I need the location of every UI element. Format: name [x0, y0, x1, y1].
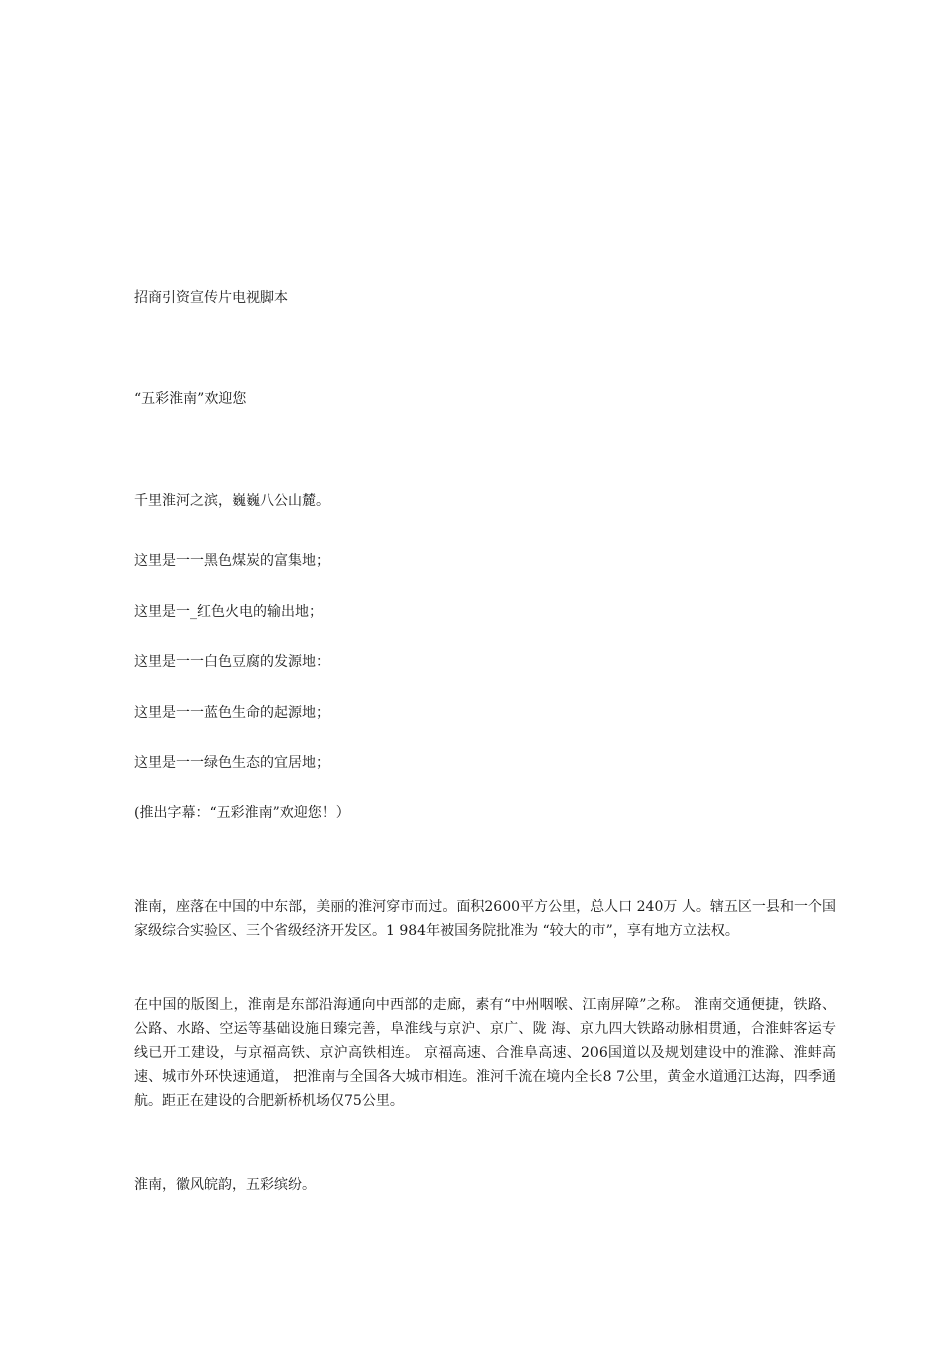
intro-line: 千里淮河之滨，巍巍八公山麓。 — [134, 493, 330, 509]
list-item: 这里是一一白色豆腐的发源地： — [134, 654, 330, 670]
body-paragraph: 在中国的版图上，淮南是东部沿海通向中西部的走廊，素有“中州咽喉、江南屏障”之称。 淮南交通便捷，铁路、公路、水路、空运等基础设施日臻完善，阜淮线与京沪、京广、陇 海、京九四大铁路动脉相贯通，合淮蚌客运专线已开工建设，与京福高铁、京沪高铁相连。 京福高速、合淮阜高速、206国道以及规划建设中的淮滁、淮蚌高速、城市外环快速通道， 把淮南与全国各大城市相连。淮河千流在境内全长8 7公里，黄金水道通江达海，四季通 航。距正在建设的合肥新桥机场仅75公里。 — [134, 997, 836, 1109]
document-title: 招商引资宣传片电视脚本 — [134, 290, 288, 306]
body-paragraph: 淮南，座落在中国的中东部，美丽的淮河穿市而过。面积2600平方公里，总人口 240万 人。辖五区一县和一个国家级综合实验区、三个省级经济开发区。1 984年被国务院批准为 “较大的市”，享有地方立法权。 — [134, 899, 836, 939]
list-item: 这里是一一蓝色生命的起源地； — [134, 705, 330, 721]
closing-line: 淮南，徽风皖韵，五彩缤纷。 — [134, 1177, 316, 1193]
list-item: 这里是一一黑色煤炭的富集地； — [134, 553, 330, 569]
slogan: “五彩淮南”欢迎您 — [134, 391, 247, 407]
list-item: 这里是一_红色火电的输出地； — [134, 604, 323, 620]
caption-note: (推出字幕：“五彩淮南”欢迎您！） — [134, 805, 350, 821]
list-item: 这里是一一绿色生态的宜居地； — [134, 755, 330, 771]
